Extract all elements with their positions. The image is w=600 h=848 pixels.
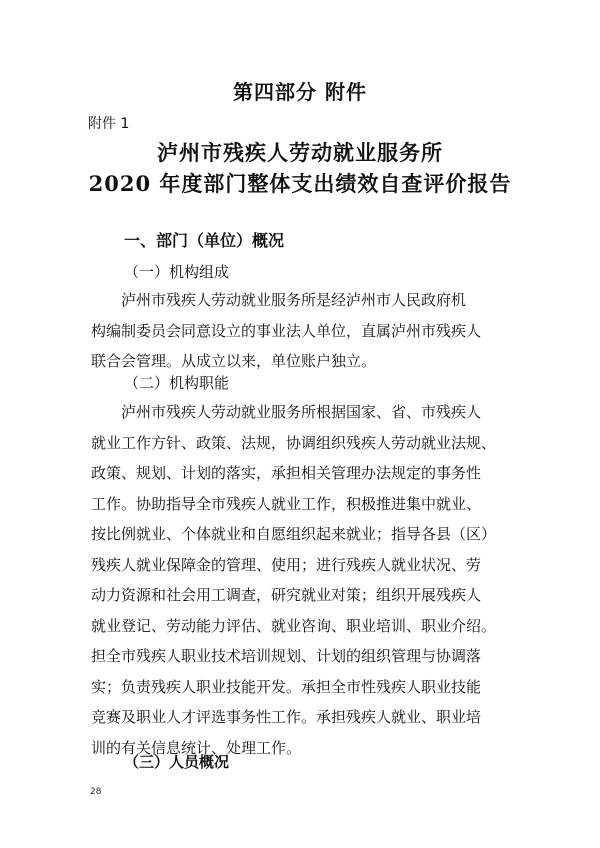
annex-label: 附件 1: [88, 116, 130, 132]
paragraph-line: 构编制委员会同意设立的事业法人单位，直属泸州市残疾人: [91, 321, 482, 340]
paragraph-line: 工作。协助指导全市残疾人就业工作，积极推进集中就业、: [91, 494, 482, 513]
paragraph-line: 竞赛及职业人才评选事务性工作。承担残疾人就业、职业培: [91, 708, 482, 726]
paragraph-line: 就业登记、劳动能力评估、就业咨询、职业培训、职业介绍。: [91, 616, 497, 635]
paragraph-line: 训的有关信息统计、处理工作。: [91, 738, 302, 757]
paragraph-line: 残疾人就业保障金的管理、使用；进行残疾人就业状况、劳: [91, 555, 482, 574]
subheading-functions: （二）机构职能: [124, 374, 230, 392]
section-title: 第四部分 附件: [233, 80, 367, 104]
paragraph-line: 政策、规划、计划的落实，承担相关管理办法规定的事务性: [91, 464, 482, 482]
paragraph-organization: [91, 285, 523, 377]
paragraph-line: 担全市残疾人职业技术培训规划、计划的组织管理与协调落: [91, 647, 482, 665]
page-number: 28: [90, 787, 102, 797]
heading-department-overview: 一、部门（单位）概况: [124, 231, 285, 250]
report-title-line-1: 泸州市残疾人劳动就业服务所: [157, 140, 443, 165]
paragraph-functions: [91, 397, 523, 763]
paragraph-line: 按比例就业、个体就业和自愿组织起来就业；指导各县（区）: [91, 525, 497, 543]
paragraph-line: 联合会管理。从成立以来，单位账户独立。: [91, 352, 377, 370]
subheading-organization: （一）机构组成: [124, 263, 230, 281]
subheading-personnel: （三）人员概况: [124, 753, 230, 771]
report-title-line-2: 2020 年度部门整体支出绩效自查评价报告: [88, 171, 512, 196]
paragraph-line: 就业工作方针、政策、法规，协调组织残疾人劳动就业法规、: [91, 433, 497, 452]
paragraph-line: 泸州市残疾人劳动就业服务所根据国家、省、市残疾人: [121, 403, 482, 421]
paragraph-line: 泸州市残疾人劳动就业服务所是经泸州市人民政府机: [121, 291, 467, 309]
paragraph-line: 实；负责残疾人职业技能开发。承担全市性残疾人职业技能: [91, 677, 482, 696]
paragraph-line: 动力资源和社会用工调查，研究就业对策；组织开展残疾人: [91, 586, 482, 604]
